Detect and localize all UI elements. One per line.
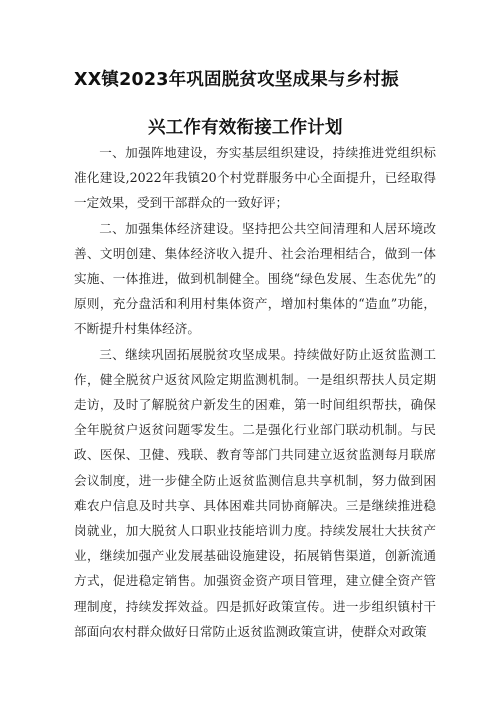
paragraph-3: 三、继续巩固拓展脱贫攻坚成果。持续做好防止返贫监测工作，健全脱贫户返贫风险定期监测机制。一是组织帮扶人员定期走访，及时了解脱贫户新发生的困难，第一时间组织帮扶，确保全年脱贫户返贫问题零发生。二是强化行业部门联动机制。与民政、医保、卫健、残联、教育等部门共同建立返贫监测每月联席会议制度，进一步健全防止返贫监测信息共享机制，努力做到困难农户信息及时共享、具体困难共同协商解决。三是继续推进稳岗就业，加大脱贫人口职业技能培训力度。持续发展壮大扶贫产业，继续加强产业发展基础设施建设，拓展销售渠道，创新流通方式，促进稳定销售。加强资金资产项目管理，建立健全资产管理制度，持续发挥效益。四是抓好政策宣传。进一步组织镇村干部面向农村群众做好日常防止返贫监测政策宣讲，使群众对政策	[74, 346, 436, 639]
document-title-line-2: 兴工作有效衔接工作计划	[148, 118, 343, 138]
document-title-line-1: XX镇2023年巩固脱贫攻坚成果与乡村振	[74, 70, 399, 90]
paragraph-1: 一、加强阵地建设，夯实基层组织建设，持续推进党组织标准化建设,2022年我镇20个村党群服务中心全面提升，已经取得一定效果，受到干部群众的一致好评；	[74, 145, 436, 211]
paragraph-2: 二、加强集体经济建设。坚持把公共空间清理和人居环境改善、文明创建、集体经济收入提升、社会治理相结合，做到一体实施、一体推进，做到机制健全。围绕“绿色发展、生态优先”的原则，充分盘活和利用村集体资产，增加村集体的“造血”功能，不断提升村集体经济。	[74, 220, 436, 337]
document-body	[74, 140, 436, 644]
